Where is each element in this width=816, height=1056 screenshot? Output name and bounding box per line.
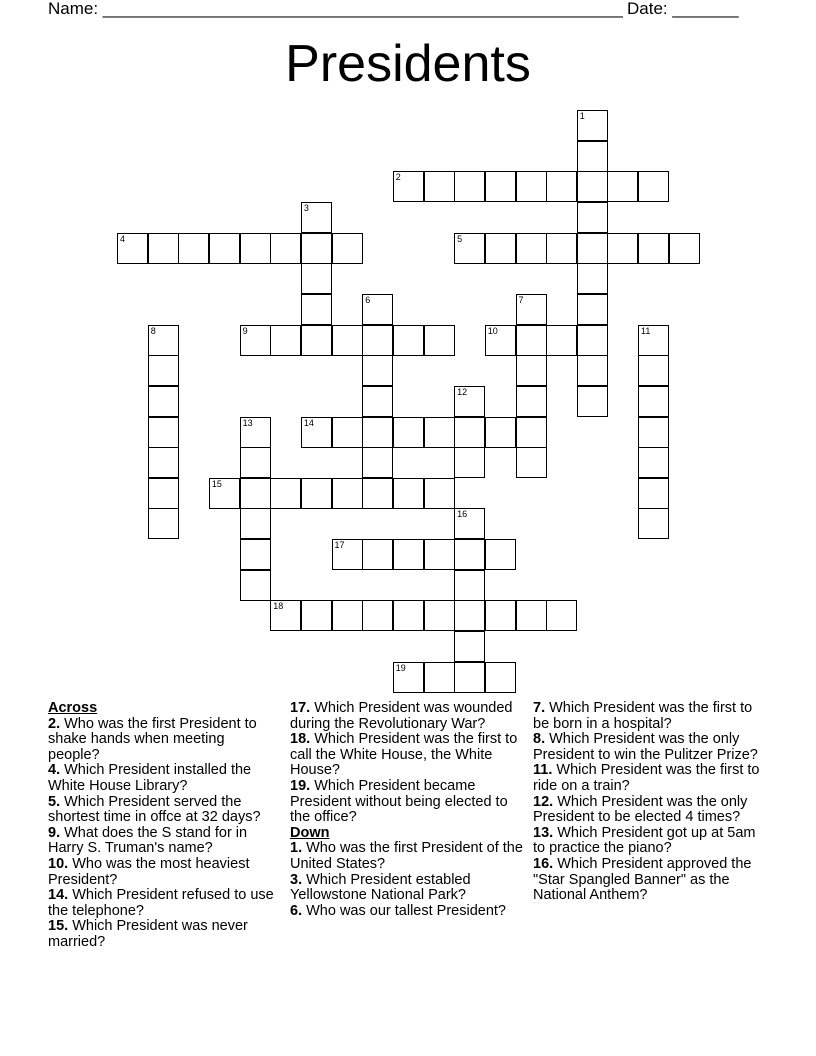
grid-cell[interactable] [454,386,485,417]
grid-cell[interactable] [270,325,301,356]
grid-cell[interactable] [301,417,332,448]
grid-cell[interactable] [485,325,516,356]
grid-cell[interactable] [424,662,455,693]
grid-cell[interactable] [117,233,148,264]
cell-number: 12 [457,386,468,397]
grid-cell[interactable] [240,233,271,264]
cell-number: 5 [457,233,463,244]
grid-cell[interactable] [362,325,393,356]
grid-cell[interactable] [424,171,455,202]
grid-cell[interactable] [454,171,485,202]
grid-cell[interactable] [577,171,608,202]
grid-cell[interactable] [546,325,577,356]
grid-cell[interactable] [332,417,363,448]
clue-down-7: 7. Which President was the first to be born in a hospital? [533,700,753,732]
grid-cell[interactable] [577,325,608,356]
grid-cell[interactable] [332,600,363,631]
grid-cell[interactable] [546,600,577,631]
grid-cell[interactable] [638,478,669,509]
grid-cell[interactable] [148,478,179,509]
grid-cell[interactable] [240,570,271,601]
cell-number: 18 [273,601,284,612]
grid-cell[interactable] [332,478,363,509]
grid-cell[interactable] [516,294,547,325]
grid-cell[interactable] [332,233,363,264]
clue-across-17: 17. Which President was wounded during the Revolutionary War? [290,700,513,732]
grid-cell[interactable] [577,355,608,386]
down-heading: Down [290,824,330,841]
grid-cell[interactable] [178,233,209,264]
grid-cell[interactable] [362,478,393,509]
clue-across-4: 4. Which President installed the White House Library? [48,762,252,794]
grid-cell[interactable] [516,355,547,386]
clue-across-14: 14. Which President refused to use the telephone? [48,887,274,919]
clue-across-5: 5. Which President served the shortest time in offce at 32 days? [48,793,261,826]
grid-cell[interactable] [270,600,301,631]
clues-column-2 [290,701,526,919]
grid-cell[interactable] [270,233,301,264]
grid-cell[interactable] [424,539,455,570]
grid-cell[interactable] [607,171,638,202]
grid-cell[interactable] [362,355,393,386]
grid-cell[interactable] [148,386,179,417]
grid-cell[interactable] [638,508,669,539]
grid-cell[interactable] [393,600,424,631]
grid-cell[interactable] [454,508,485,539]
grid-cell[interactable] [454,539,485,570]
grid-cell[interactable] [393,171,424,202]
grid-cell[interactable] [301,233,332,264]
grid-cell[interactable] [209,233,240,264]
grid-cell[interactable] [301,478,332,509]
grid-cell[interactable] [301,202,332,233]
cell-number: 13 [242,417,253,428]
clue-down-11: 11. Which President was the first to ride on a train? [533,762,760,794]
grid-cell[interactable] [240,325,271,356]
grid-cell[interactable] [424,325,455,356]
cell-number: 17 [334,540,345,551]
clue-down-3: 3. Which President establed Yellowstone National Park? [290,871,471,904]
grid-cell[interactable] [393,539,424,570]
grid-cell[interactable] [638,355,669,386]
cell-number: 4 [120,233,126,244]
grid-cell[interactable] [638,171,669,202]
cell-number: 19 [395,662,406,673]
grid-cell[interactable] [393,325,424,356]
grid-cell[interactable] [577,294,608,325]
grid-cell[interactable] [485,171,516,202]
grid-cell[interactable] [638,325,669,356]
grid-cell[interactable] [332,539,363,570]
clue-across-18: 18. Which President was the first to call the White House, the White House? [290,731,518,779]
grid-cell[interactable] [485,600,516,631]
grid-cell[interactable] [240,508,271,539]
grid-cell[interactable] [362,600,393,631]
date-line: Date: _______ [627,0,739,18]
clue-across-9: 9. What does the S stand for in Harry S. Truman's name? [48,824,248,857]
cell-number: 14 [303,417,314,428]
clue-across-10: 10. Who was the most heaviest President? [48,855,250,888]
grid-cell[interactable] [148,355,179,386]
clue-down-8: 8. Which President was the only President to win the Pulitzer Prize? [533,731,758,763]
clue-across-2: 2. Who was the first President to shake hands when meeting people? [48,715,257,763]
grid-cell[interactable] [516,171,547,202]
grid-cell[interactable] [301,600,332,631]
grid-cell[interactable] [362,447,393,478]
cell-number: 2 [395,172,401,183]
grid-cell[interactable] [148,325,179,356]
grid-cell[interactable] [454,600,485,631]
grid-cell[interactable] [148,417,179,448]
grid-cell[interactable] [424,600,455,631]
grid-cell[interactable] [148,508,179,539]
cell-number: 11 [641,325,651,336]
grid-cell[interactable] [454,447,485,478]
clue-down-12: 12. Which President was the only President to be elected 4 times? [533,793,748,826]
clue-down-1: 1. Who was the first President of the United States? [290,840,523,872]
page-title: Presidents [285,35,531,93]
grid-cell[interactable] [148,233,179,264]
grid-cell[interactable] [638,417,669,448]
grid-cell[interactable] [393,417,424,448]
cell-number: 16 [457,509,468,520]
grid-cell[interactable] [424,417,455,448]
grid-cell[interactable] [270,478,301,509]
grid-cell[interactable] [546,233,577,264]
grid-cell[interactable] [607,233,638,264]
grid-cell[interactable] [454,417,485,448]
clue-across-15: 15. Which President was never married? [48,918,248,950]
grid-cell[interactable] [301,294,332,325]
grid-cell[interactable] [577,141,608,172]
grid-cell[interactable] [516,600,547,631]
grid-cell[interactable] [669,233,700,264]
clue-down-16: 16. Which President approved the "Star Spangled Banner" as the National Anthem? [533,855,752,904]
grid-cell[interactable] [454,662,485,693]
grid-cell[interactable] [362,294,393,325]
cell-number: 6 [365,294,371,305]
cell-number: 10 [487,325,498,336]
cell-number: 3 [303,202,309,213]
grid-cell[interactable] [638,386,669,417]
grid-cell[interactable] [577,202,608,233]
grid-cell[interactable] [362,417,393,448]
grid-cell[interactable] [638,233,669,264]
grid-cell[interactable] [362,386,393,417]
grid-cell[interactable] [577,110,608,141]
clues-column-3 [533,701,768,904]
grid-cell[interactable] [454,570,485,601]
grid-cell[interactable] [332,325,363,356]
grid-cell[interactable] [424,478,455,509]
grid-cell[interactable] [454,631,485,662]
name-line: Name: _______________________________________________________ [48,0,623,18]
grid-cell[interactable] [546,171,577,202]
grid-cell[interactable] [485,417,516,448]
grid-cell[interactable] [393,662,424,693]
cell-number: 7 [518,294,524,305]
grid-cell[interactable] [516,325,547,356]
grid-cell[interactable] [362,539,393,570]
grid-cell[interactable] [209,478,240,509]
grid-cell[interactable] [485,233,516,264]
grid-cell[interactable] [577,233,608,264]
grid-cell[interactable] [516,417,547,448]
grid-cell[interactable] [485,539,516,570]
grid-cell[interactable] [516,233,547,264]
grid-cell[interactable] [301,325,332,356]
grid-cell[interactable] [301,263,332,294]
clues-column-1 [48,701,278,951]
cell-number: 15 [211,478,222,489]
cell-number: 9 [242,325,248,336]
grid-cell[interactable] [240,478,271,509]
clue-down-13: 13. Which President got up at 5am to practice the piano? [533,824,756,857]
grid-cell[interactable] [148,447,179,478]
grid-cell[interactable] [454,233,485,264]
cell-number: 8 [150,325,156,336]
cell-number: 1 [579,111,585,121]
grid-cell[interactable] [393,478,424,509]
across-heading: Across [48,700,98,716]
clue-across-19: 19. Which President became President without being elected to the office? [290,777,508,826]
grid-cell[interactable] [240,539,271,570]
grid-cell[interactable] [485,662,516,693]
grid-cell[interactable] [516,447,547,478]
grid-cell[interactable] [638,447,669,478]
grid-cell[interactable] [577,386,608,417]
clue-down-6: 6. Who was our tallest President? [290,902,506,919]
grid-cell[interactable] [240,417,271,448]
grid-cell[interactable] [577,263,608,294]
grid-cell[interactable] [516,386,547,417]
grid-cell[interactable] [240,447,271,478]
